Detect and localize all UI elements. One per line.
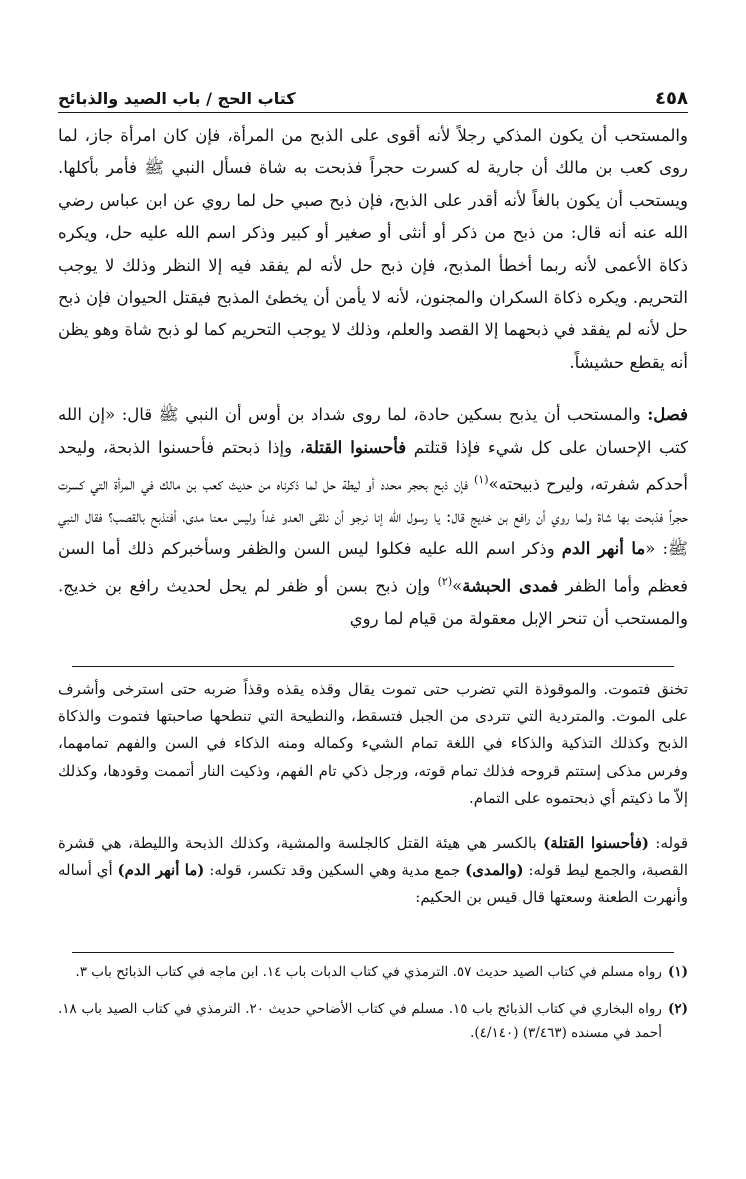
footnote-item: [58, 960, 688, 985]
footnote-number: (٢): [667, 1000, 688, 1017]
footnotes-divider: [72, 952, 674, 953]
bold-phrase: ما أنهر الدم: [561, 539, 646, 559]
running-title: كتاب الحج / باب الصيد والذبائح: [58, 89, 296, 108]
page-header: [58, 78, 688, 113]
footnote-item: [58, 997, 688, 1046]
footnote-marker-2[interactable]: (٢): [437, 574, 453, 588]
section-lead: فصل:: [647, 405, 688, 425]
text-run: بالكسر هي هيئة القتل كالجلسة والمشية، وكذلك الذبحة والليطة، هي قشرة القصبة، والجمع ليط قوله:: [58, 834, 688, 880]
text-run: جمع مدية وهي السكين وقد تكسر، قوله:: [204, 861, 466, 880]
text-run: والمستحب أن يذبح بسكين حادة، لما روى شداد بن أوس أن النبي ﷺ قال: «إن الله كتب الإحسان على كل شيء فإذا قتلتم: [58, 405, 688, 457]
main-paragraph-2: [58, 399, 688, 635]
footnote-text: رواه البخاري في كتاب الذبائح باب ١٥. مسلم في كتاب الأضاحي حديث ٢٠. الترمذي في كتاب الصيد باب ١٨. أحمد في مسنده (٣/٤٦٣) (٤/١٤٠).: [58, 1000, 662, 1041]
bold-phrase: فأحسنوا القتلة: [304, 437, 407, 457]
page-number: ٤٥٨: [655, 88, 688, 109]
commentary-paragraph-1: تخنق فتموت. والموقوذة التي تضرب حتى تموت يقال وقذه يقذه وقذاً ضربه حتى استرخى وأشرف على الموت. والمتردية التي تتردى من الجبل فتسقط، والنطيحة التي تنطحها صاحبتها فتموت والذكاة الذبح وكذلك التذكية والذكاء في اللغة تمام الشيء وكماله ومنه الذكاء في السن والفهم تمامهما، وفرس مذكى إستتم قروحه فذلك تمام قوته، ورجل ذكي تام الفهم، وذكيت النار أتممت وقودها، وكذلك إلاّ ما ذكيتم أي ذبحتموه على التمام.: [58, 680, 688, 807]
bold-phrase: (فأحسنوا القتلة): [543, 834, 649, 853]
text-run: وإن ذبح بسن أو ظفر لم يحل لحديث رافع بن خديج. والمستحب أن تنحر الإبل معقولة من قيام لما روي: [58, 576, 688, 628]
main-paragraph-1: والمستحب أن يكون المذكي رجلاً لأنه أقوى على الذبح من المرأة، فإن كان امرأة جاز، لما روى كعب بن مالك أن جارية له كسرت حجراً فذبحت به شاة فسأل النبي ﷺ فأمر بأكلها. ويستحب أن يكون بالغاً لأنه أقدر على الذبح، فإن ذبح صبي حل لما روي عن ابن عباس رضي الله عنه أنه قال: من ذبح من ذكر أو أنثى أو صغير أو كبير وذكر اسم الله عليه حل، ويكره ذكاة الأعمى لأنه ربما أخطأ المذبح، فإن ذبح حل لأنه لم يفقد فيه إلا النظر وذلك لا يوجب التحريم. ويكره ذكاة السكران والمجنون، لأنه لا يأمن أن يخطئ المذبح فيقتل الحيوان فإن ذبح حل لأنه لم يفقد في ذبحهما إلا القصد والعلم، وذلك لا يوجب التحريم كما لو ذبح شاة وهو يظن أنه يقطع حشيشاً.: [58, 126, 688, 372]
bold-phrase: (والمدى): [465, 861, 524, 880]
bold-phrase: (ما أنهر الدم): [117, 861, 205, 880]
commentary-text: [58, 676, 688, 912]
commentary-paragraph-2: [58, 830, 688, 912]
text-run: قوله:: [648, 834, 688, 853]
footnote-marker-1[interactable]: (١): [474, 473, 489, 487]
main-text: [58, 120, 688, 635]
text-run: »: [452, 576, 463, 596]
text-run: ، وإذا ذبحتم فأحسنوا الذبحة، وليحد أحدكم شفرته، وليرح ذبيحته»: [58, 437, 689, 494]
text-run: أي أساله وأنهرت الطعنة وسعتها قال قيس بن الحكيم:: [58, 861, 688, 907]
footnotes: [58, 960, 688, 1058]
text-run: وذكر اسم الله عليه فكلوا ليس السن والظفر وسأخبركم ذلك أما السن فعظم وأما الظفر: [58, 539, 688, 596]
footnote-number: (١): [667, 964, 688, 980]
footnote-text: رواه مسلم في كتاب الصيد حديث ٥٧. الترمذي في كتاب الدبات باب ١٤. ابن ماجه في كتاب الذبائح باب ٣.: [75, 964, 662, 980]
commentary-divider: [72, 666, 674, 667]
bold-phrase: فمدى الحبشة: [462, 576, 559, 596]
text-run: فإن ذبح بحجر محدد أو ليطة حل لما ذكرناه من حديث كعب بن مالك في المرأة التي كسرت حجراً فذبحت بها شاة ولما روي أن رافع بن خديج قال: يا رسول الله إنا نرجو أن نلقى العدو غداً وليس معنا مدى، أفنذبح بالقصب؟ فقال النبي ﷺ: «: [58, 474, 688, 559]
